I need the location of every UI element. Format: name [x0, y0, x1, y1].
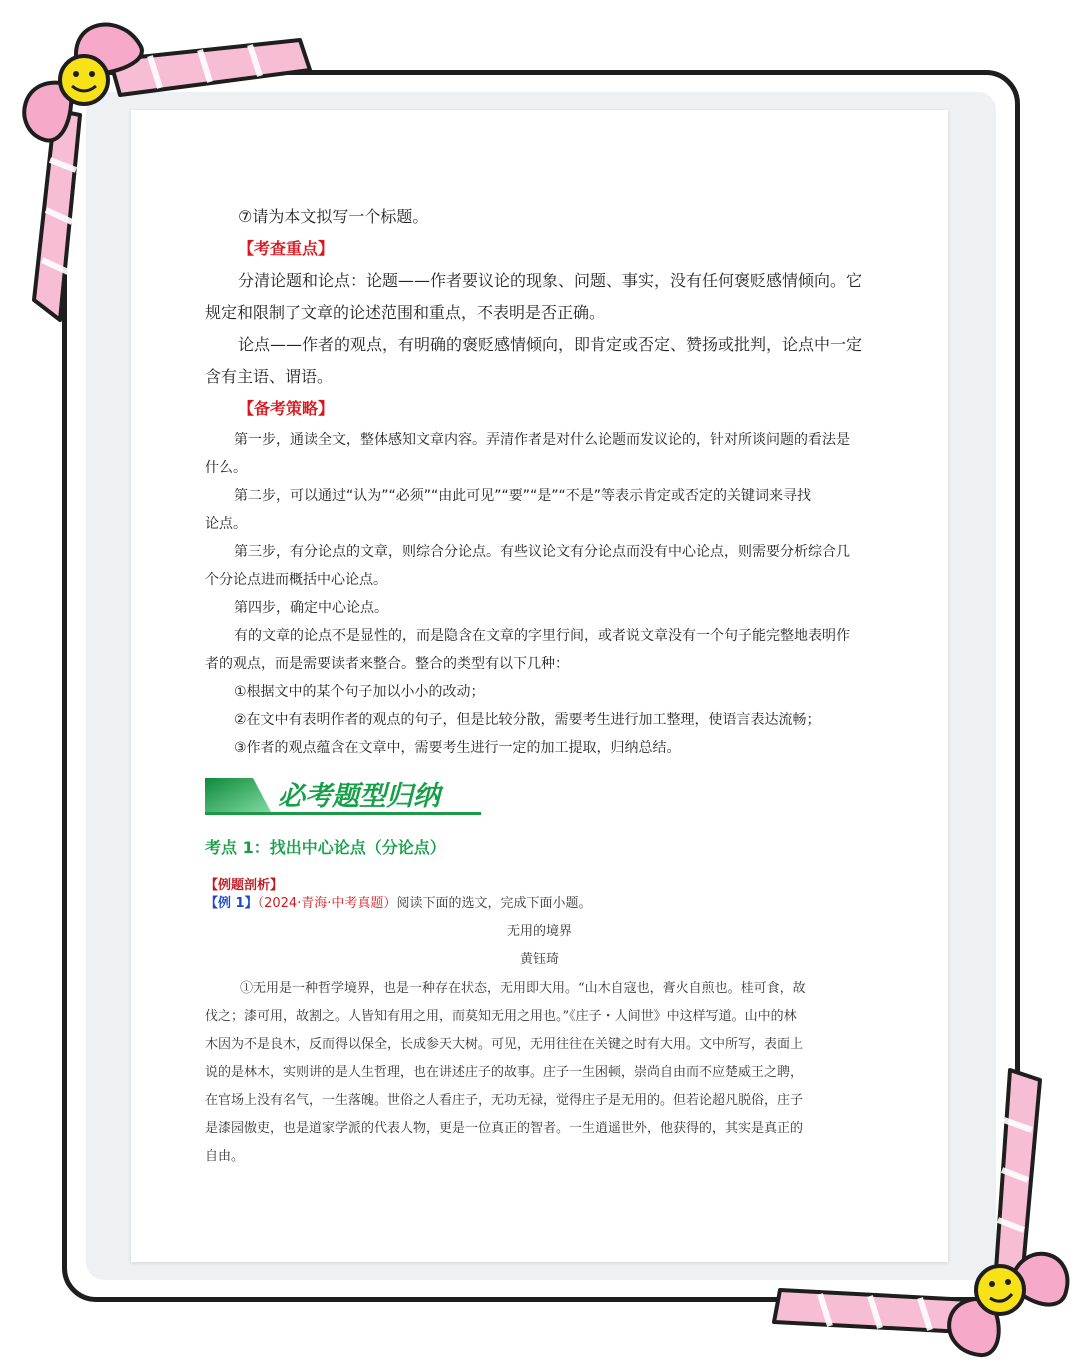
- kaodian-title: 考点 1：找出中心论点（分论点）: [205, 838, 446, 857]
- list-item: ①根据文中的某个句子加以小小的改动；: [234, 684, 485, 700]
- passage-line: 在官场上没有名气，一生落魄。世俗之人看庄子，无功无禄，觉得庄子是无用的。但若论超凡脱俗，庄子: [205, 1093, 804, 1108]
- bow-ribbon-icon: [760, 1050, 1080, 1372]
- passage-line: 伐之；漆可用，故割之。人皆知有用之用，而莫知无用之用也。”《庄子・人间世》中这样写道。山中的林: [205, 1009, 797, 1024]
- text-line: 论点——作者的观点，有明确的褒贬感情倾向，即肯定或否定、赞扬或批判，论点中一定: [238, 335, 863, 354]
- step-line: 个分论点进而概括中心论点。: [205, 572, 387, 588]
- passage-title: 无用的境界: [506, 924, 572, 939]
- example-intro: [205, 894, 591, 914]
- step-line: 第三步，有分论点的文章，则综合分论点。有些议论文有分论点而没有中心论点，则需要分析综合几: [234, 544, 850, 560]
- bow-ribbon-icon: [0, 0, 320, 330]
- passage-line: 自由。: [205, 1149, 245, 1164]
- heading-kaocha: 【考查重点】: [238, 239, 335, 258]
- step-line: 第二步，可以通过“认为”“必须”“由此可见”“要”“是”“不是”等表示肯定或否定的关键词来寻找: [234, 488, 812, 504]
- step-line: 第四步，确定中心论点。: [234, 600, 388, 616]
- text-line: 含有主语、谓语。: [205, 367, 334, 386]
- text-line: 分清论题和论点：论题——作者要议论的现象、问题、事实，没有任何褒贬感情倾向。它: [238, 271, 863, 290]
- passage-line: ①无用是一种哲学境界，也是一种存在状态，无用即大用。“山木自寇也，膏火自煎也。桂可食，故: [240, 981, 806, 996]
- passage-line: 木因为不是良木，反而得以保全，长成参天大树。可见，无用往往在关键之时有大用。文中所写，表面上: [205, 1037, 804, 1052]
- step-line: 有的文章的论点不是显性的，而是隐含在文章的字里行间，或者说文章没有一个句子能完整地表明作: [234, 628, 850, 644]
- smiley-face-icon: [976, 1266, 1024, 1314]
- passage-line: 是漆园傲吏，也是道家学派的代表人物，更是一位真正的智者。一生逍遥世外，他获得的，其实是真正的: [205, 1121, 804, 1136]
- example-label: 【例 1】: [205, 896, 258, 911]
- example-instruction: 阅读下面的选文，完成下面小题。: [396, 896, 592, 911]
- step-line: 者的观点，而是需要读者来整合。整合的类型有以下几种：: [205, 656, 569, 672]
- smiley-face-icon: [60, 56, 108, 104]
- section-title: 必考题型归纳: [278, 781, 440, 812]
- example-source: （2024·青海·中考真题）: [257, 896, 397, 911]
- step-line: 第一步，通读全文，整体感知文章内容。弄清作者是对什么论题而发议论的，针对所谈问题的看法是: [234, 432, 850, 448]
- list-item: ②在文中有表明作者的观点的句子，但是比较分散，需要考生进行加工整理，使语言表达流畅；: [234, 712, 821, 728]
- step-line: 什么。: [205, 460, 247, 476]
- passage-author: 黄钰琦: [519, 952, 559, 967]
- text-line: 规定和限制了文章的论述范围和重点，不表明是否正确。: [205, 303, 606, 322]
- question-7: ⑦请为本文拟写一个标题。: [238, 207, 429, 226]
- heading-beikao: 【备考策略】: [238, 399, 335, 418]
- example-heading: 【例题剖析】: [205, 878, 284, 893]
- list-item: ③作者的观点蕴含在文章中，需要考生进行一定的加工提取，归纳总结。: [234, 740, 681, 756]
- step-line: 论点。: [205, 516, 247, 532]
- passage-line: 说的是林木，实则讲的是人生哲理，也在讲述庄子的故事。庄子一生困顿，崇尚自由而不应楚威王之聘，: [205, 1065, 804, 1080]
